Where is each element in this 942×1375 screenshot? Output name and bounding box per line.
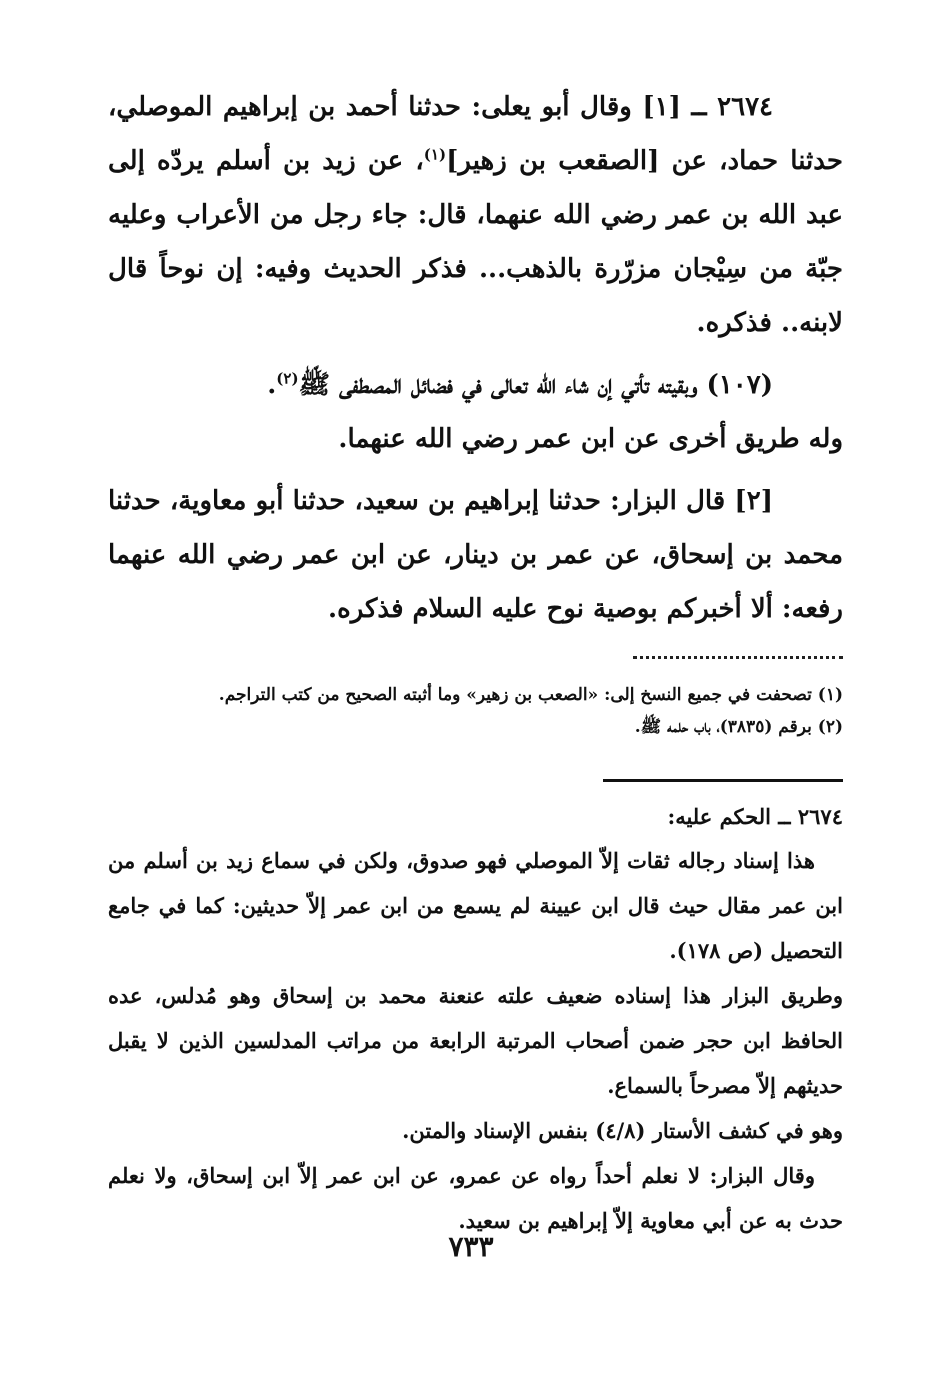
ruling-paragraph-4: وقال البزار: لا نعلم أحداً رواه عن عمرو، عن ابن عمر إلاّ ابن إسحاق، ولا نعلم حدث به عن أبي معاوية إلاّ إبراهيم بن سعيد. [108,1163,843,1233]
hadith-1-text: ٢٦٧٤ ــ [١] وقال أبو يعلى: حدثنا أحمد بن إبراهيم الموصلي، حدثنا حماد، عن [الصقعب بن زهير] [108,92,843,176]
ruling-heading: ٢٦٧٤ ــ الحكم عليه: [667,804,843,829]
footnote-2: (٢) برقم (٣٨٣٥)، باب حلمه ﷺ. [634,717,843,737]
footnote-ref-2: (٢) [276,369,299,388]
ruling-paragraph-1: هذا إسناد رجاله ثقات إلاّ الموصلي فهو صدوق، ولكن في سماع زيد بن أسلم من ابن عمر مقال حيث قال ابن عيينة لم يسمع من ابن عمر إلاّ حديثين: كما في جامع التحصيل (ص ١٧٨). [108,848,843,963]
footnote-1: (١) تصحفت في جميع النسخ إلى: «الصعب بن زهير» وما أثبته الصحيح من كتب التراجم. [218,685,843,705]
hadith-paragraph-1 [108,80,843,350]
continuation-note-end: . [267,370,277,400]
page-number: ٧٣٣ [448,1230,494,1263]
continuation-note [108,358,843,412]
continuation-note-text: (١٠٧) وبقيته تأتي إن شاء الله تعالى في فضائل المصطفى ﷺ [298,370,773,400]
footnote-separator [633,656,843,659]
ruling-paragraph-3: وهو في كشف الأستار (٤/٨) بنفس الإسناد والمتن. [402,1118,843,1143]
section-rule [603,779,843,782]
ruling-paragraph-2: وطريق البزار هذا إسناده ضعيف علته عنعنة محمد بن إسحاق وهو مُدلس، عده الحافظ ابن حجر ضمن أصحاب المرتبة الرابعة من مراتب المدلسين الذين لا يقبل حديثهم إلاّ مصرحاً بالسماع. [108,983,843,1098]
hadith-1-text-cont: ، عن زيد بن أسلم يردّه إلى عبد الله بن عمر رضي الله عنهما، قال: جاء رجل من الأعراب وعليه جبّة من سِيْجان مزرّرة بالذهب... فذكر الحديث وفيه: إن نوحاً قال لابنه.. فذكره. [108,146,843,338]
footnote-ref-1: (١) [423,145,447,164]
page-body [108,80,843,1243]
other-path-line: وله طريق أخرى عن ابن عمر رضي الله عنهما. [338,424,843,454]
hadith-paragraph-2: [٢] قال البزار: حدثنا إبراهيم بن سعيد، حدثنا أبو معاوية، حدثنا محمد بن إسحاق، عن عمر بن دينار، عن ابن عمر رضي الله عنهما رفعه: ألا أخبركم بوصية نوح عليه السلام فذكره. [108,486,843,624]
